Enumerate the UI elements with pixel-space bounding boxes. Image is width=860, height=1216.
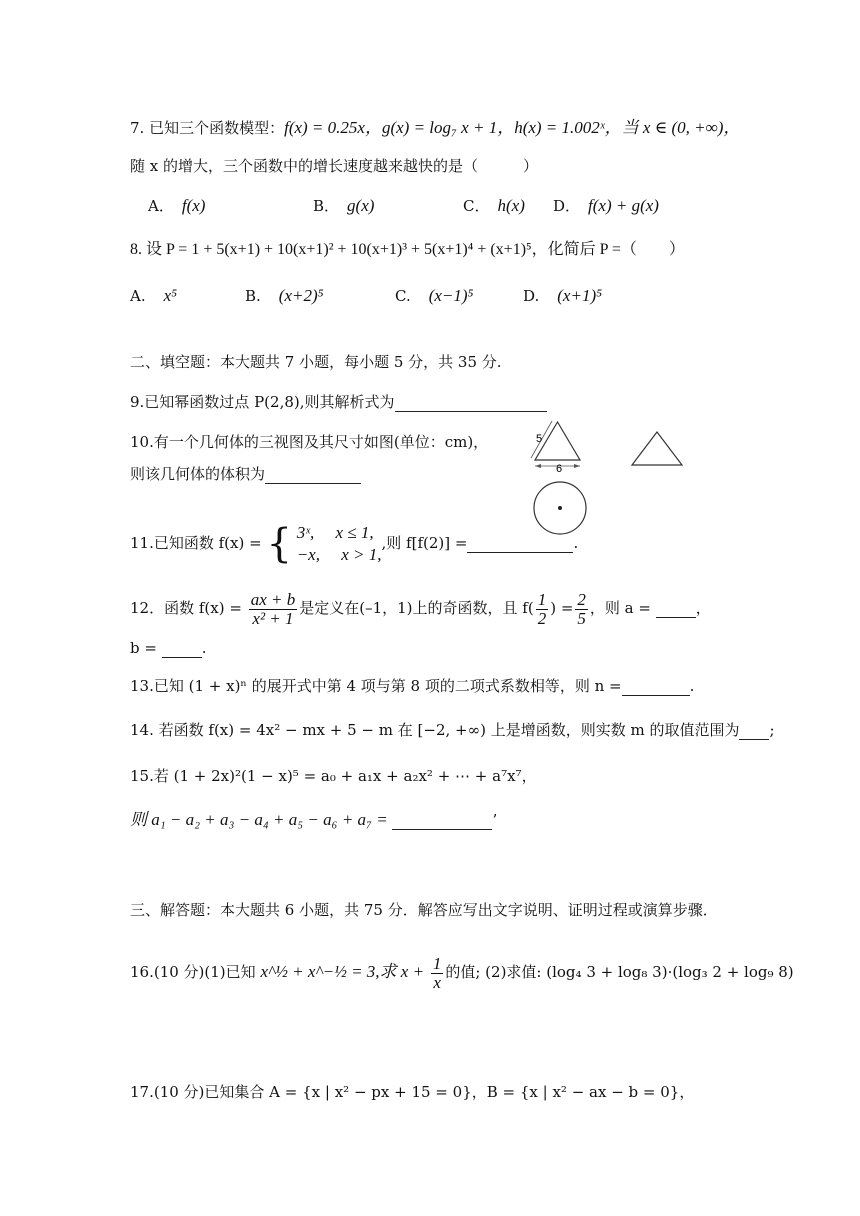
- q12-ask-a: ，则 a =: [589, 599, 651, 617]
- q8-option-c[interactable]: [395, 286, 473, 306]
- q7-option-d[interactable]: [553, 195, 659, 216]
- option-label: D.: [523, 287, 540, 305]
- q7-option-a[interactable]: [148, 195, 205, 216]
- q9: [130, 392, 547, 412]
- q12-a-blank[interactable]: [656, 601, 696, 618]
- option-value: f(x) + g(x): [588, 196, 659, 215]
- q14-answer-blank[interactable]: [739, 723, 769, 740]
- q15-line2: 则 a₁ − a₂ + a₃ − a₄ + a₅ − a₆ + a₇ = ’: [130, 810, 498, 829]
- q15-line1: 15.若 (1 + 2x)²(1 − x)⁵ = a₀ + a₁x + a₂x² + ⋯ + a⁷x⁷，: [130, 767, 537, 785]
- q12-value: [575, 591, 588, 628]
- option-value: f(x): [181, 196, 206, 215]
- q12-half: [536, 591, 549, 628]
- arrow-right-icon: [574, 464, 580, 468]
- q11-stem: 11.已知函数 f(x) =: [130, 534, 262, 552]
- slant-dimension-label: 5: [536, 433, 543, 445]
- q12-line1: 12．函数 f(x) = $\frac{ax + b}{\text{x² + 1}}$ 是定义在(–1，1)上的奇函数，且 f( $\frac{1}{2}$ ) = $\frac{2}{5}$ ，则 a = ，: [130, 589, 711, 628]
- q12-ask-b: b =: [130, 639, 157, 657]
- value-numerator: 2: [577, 589, 586, 609]
- option-value: (x+1)⁵: [557, 286, 603, 305]
- option-value: (x+2)⁵: [278, 286, 324, 305]
- q11-answer-blank[interactable]: [467, 536, 573, 553]
- q10-answer-blank[interactable]: [265, 467, 361, 484]
- q15-answer-blank[interactable]: [392, 813, 492, 830]
- q8-stem: 8. 设 P = 1 + 5(x+1) + 10(x+1)² + 10(x+1)³ + 5(x+1)⁴ + (x+1)⁵，化简后 P =（ ）: [130, 241, 685, 258]
- side-view-triangle: [632, 432, 682, 465]
- q7-option-b[interactable]: [313, 195, 374, 216]
- q12-fraction: [249, 591, 298, 628]
- fraction-denominator: x² + 1: [252, 608, 294, 628]
- option-value: (x−1)⁵: [428, 286, 474, 305]
- fraction-numerator: ax + b: [250, 589, 296, 609]
- base-dimension-label: 6: [556, 463, 563, 475]
- section-2-heading: 二、填空题：本大题共 7 小题，每小题 5 分，共 35 分.: [130, 353, 502, 371]
- q7-stem: 7. 已知三个函数模型：: [130, 119, 285, 137]
- q12-equals: ) =: [550, 599, 574, 617]
- section-3-heading: 三、解答题：本大题共 6 小题，共 75 分．解答应写出文字说明、证明过程或演算步骤．: [130, 901, 718, 919]
- q13: 13.已知 (1 + x)ⁿ 的展开式中第 4 项与第 8 项的二项式系数相等，则 n = .: [130, 677, 695, 695]
- option-value: g(x): [347, 196, 375, 215]
- half-numerator: 1: [537, 589, 547, 609]
- arrow-left-icon: [535, 464, 541, 468]
- piecewise-brace: {: [266, 521, 292, 567]
- q8-option-a[interactable]: [130, 286, 177, 306]
- q12-b-blank[interactable]: [162, 641, 202, 658]
- case-2: −x, x > 1,: [296, 545, 382, 564]
- q12-stem: 12．函数 f(x) =: [130, 599, 242, 617]
- q9-answer-blank[interactable]: [395, 395, 547, 412]
- option-label: D．: [553, 197, 581, 215]
- option-value: h(x): [497, 196, 525, 215]
- q7-line1: [130, 118, 740, 138]
- q7-line2: 随 x 的增大，三个函数中的增长速度越来越快的是（ ）: [130, 157, 538, 175]
- q11-question: ,则 f[f(2)] =: [381, 534, 468, 552]
- q10-line2: [130, 464, 361, 484]
- option-label: C.: [395, 287, 411, 305]
- q12-line2: b = .: [130, 639, 207, 657]
- center-point: [558, 506, 562, 510]
- q15-expression: 则 a₁ − a₂ + a₃ − a₄ + a₅ − a₆ + a₇ =: [130, 810, 388, 829]
- option-label: B．: [313, 197, 340, 215]
- q10-line1: 10.有一个几何体的三视图及其尺寸如图(单位：cm)，: [130, 433, 489, 451]
- q14: 14. 若函数 f(x) = 4x² − mx + 5 − m 在 [−2, +∞) 上是增函数，则实数 m 的取值范围为 ;: [130, 721, 775, 739]
- q12-condition: 是定义在(–1，1)上的奇函数，且 f(: [299, 599, 534, 617]
- option-label: A．: [148, 197, 174, 215]
- option-value: x⁵: [163, 286, 178, 305]
- q16-expression: x^½ + x^−½ = 3,求 x +: [260, 962, 425, 981]
- piecewise-cases: [297, 522, 382, 566]
- value-denominator: 5: [577, 608, 586, 628]
- q9-stem: 9.已知幂函数过点 P(2,8),则其解析式为: [130, 393, 395, 411]
- q11: 11.已知函数 f(x) = { 3ˣ, x ≤ 1, −x, x > 1, ,则 f[f(2)] = .: [130, 521, 579, 567]
- q13-answer-blank[interactable]: [622, 679, 690, 696]
- q8-option-b[interactable]: [245, 286, 324, 306]
- q13-stem: 13.已知 (1 + x)ⁿ 的展开式中第 4 项与第 8 项的二项式系数相等，则 n =: [130, 677, 622, 695]
- fraction-denominator: x: [433, 972, 441, 992]
- q16: [130, 950, 794, 994]
- q8-option-d[interactable]: [523, 286, 602, 306]
- q7-option-c[interactable]: [463, 195, 525, 216]
- q7-formulas: f(x) = 0.25x，g(x) = log₇ x + 1，h(x) = 1.002ˣ，当 x ∈ (0, +∞)，: [284, 118, 741, 137]
- q16-fraction: [431, 955, 444, 992]
- q16-stem: 16.(10 分)(1)已知: [130, 963, 256, 981]
- q17: 17.(10 分)已知集合 A = {x | x² − px + 15 = 0}，B = {x | x² − ax − b = 0}，: [130, 1083, 695, 1101]
- half-denominator: 2: [537, 608, 547, 628]
- case-1: 3ˣ, x ≤ 1,: [296, 523, 374, 542]
- option-label: B.: [245, 287, 261, 305]
- option-label: A.: [130, 287, 146, 305]
- q14-stem: 14. 若函数 f(x) = 4x² − mx + 5 − m 在 [−2, +∞) 上是增函数，则实数 m 的取值范围为: [130, 721, 740, 739]
- fraction-numerator: 1: [432, 953, 442, 973]
- q10-stem: 则该几何体的体积为: [130, 465, 266, 483]
- q16-part2: 的值; (2)求值: (log₄ 3 + log₈ 3)·(log₃ 2 + log₉ 8): [445, 963, 794, 981]
- option-label: C．: [463, 197, 490, 215]
